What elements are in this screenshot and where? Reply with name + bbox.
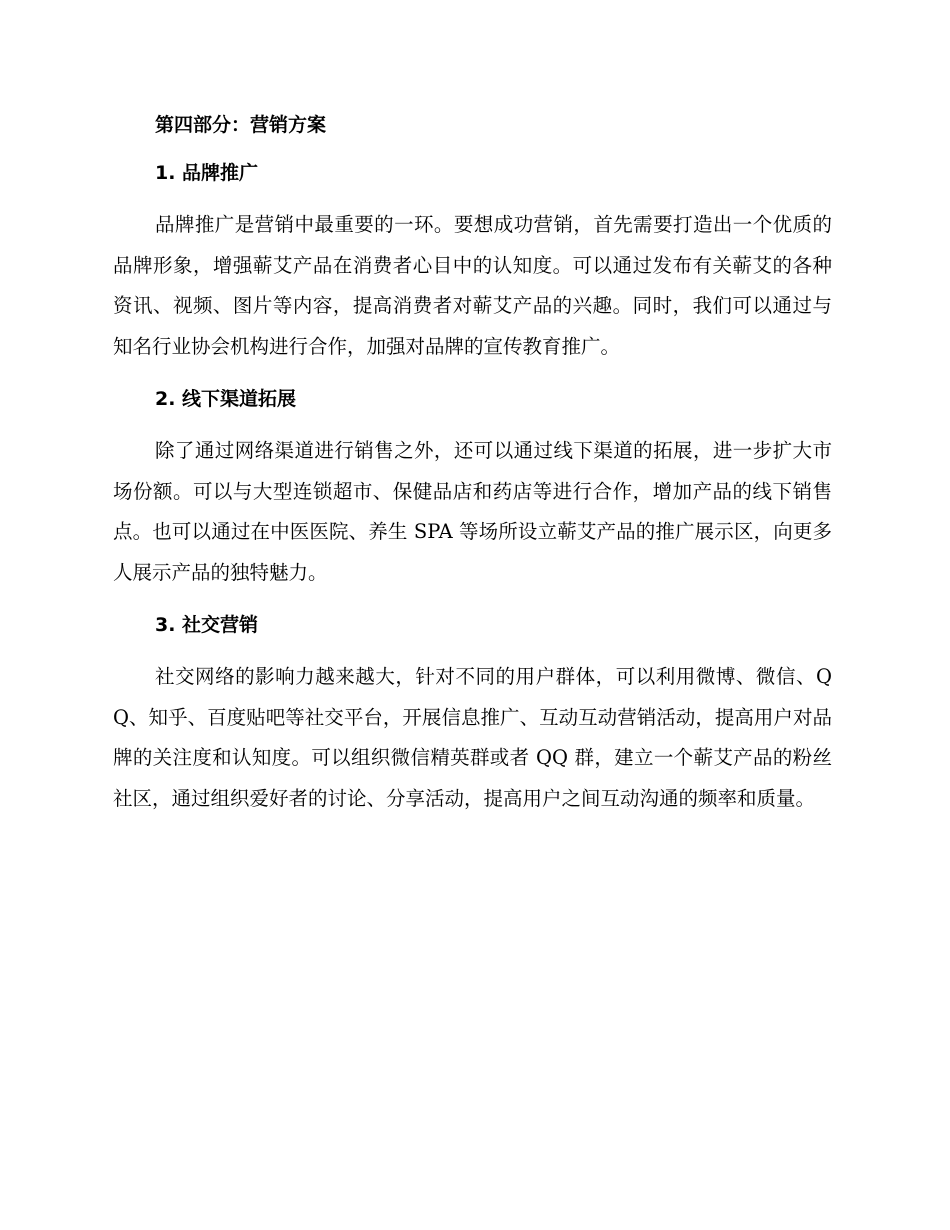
paragraph-offline-channels: 除了通过网络渠道进行销售之外，还可以通过线下渠道的拓展，进一步扩大市场份额。可以与大型连锁超市、保健品店和药店等进行合作，增加产品的线下销售点。也可以通过在中医医院、养生 SPA 等场所设立蕲艾产品的推广展示区，向更多人展示产品的独特魅力。 bbox=[113, 439, 832, 584]
heading-offline-channels: 2. 线下渠道拓展 bbox=[155, 388, 297, 410]
section-brand-promotion bbox=[113, 161, 832, 367]
paragraph-brand-promotion: 品牌推广是营销中最重要的一环。要想成功营销，首先需要打造出一个优质的品牌形象，增强蕲艾产品在消费者心目中的认知度。可以通过发布有关蕲艾的各种资讯、视频、图片等内容，提高消费者对蕲艾产品的兴趣。同时，我们可以通过与知名行业协会机构进行合作，加强对品牌的宣传教育推广。 bbox=[113, 213, 832, 358]
paragraph-social-marketing: 社交网络的影响力越来越大，针对不同的用户群体，可以利用微博、微信、QQ、知乎、百度贴吧等社交平台，开展信息推广、互动互动营销活动，提高用户对品牌的关注度和认知度。可以组织微信精英群或者 QQ 群，建立一个蕲艾产品的粉丝社区，通过组织爱好者的讨论、分享活动，提高用户之间互动沟通的频率和质量。 bbox=[113, 665, 832, 810]
section-title: 第四部分：营销方案 bbox=[155, 114, 327, 136]
heading-social-marketing: 3. 社交营销 bbox=[155, 614, 259, 636]
section-social-marketing bbox=[113, 613, 832, 819]
section-offline-channels bbox=[113, 387, 832, 593]
heading-brand-promotion: 1. 品牌推广 bbox=[155, 162, 259, 184]
